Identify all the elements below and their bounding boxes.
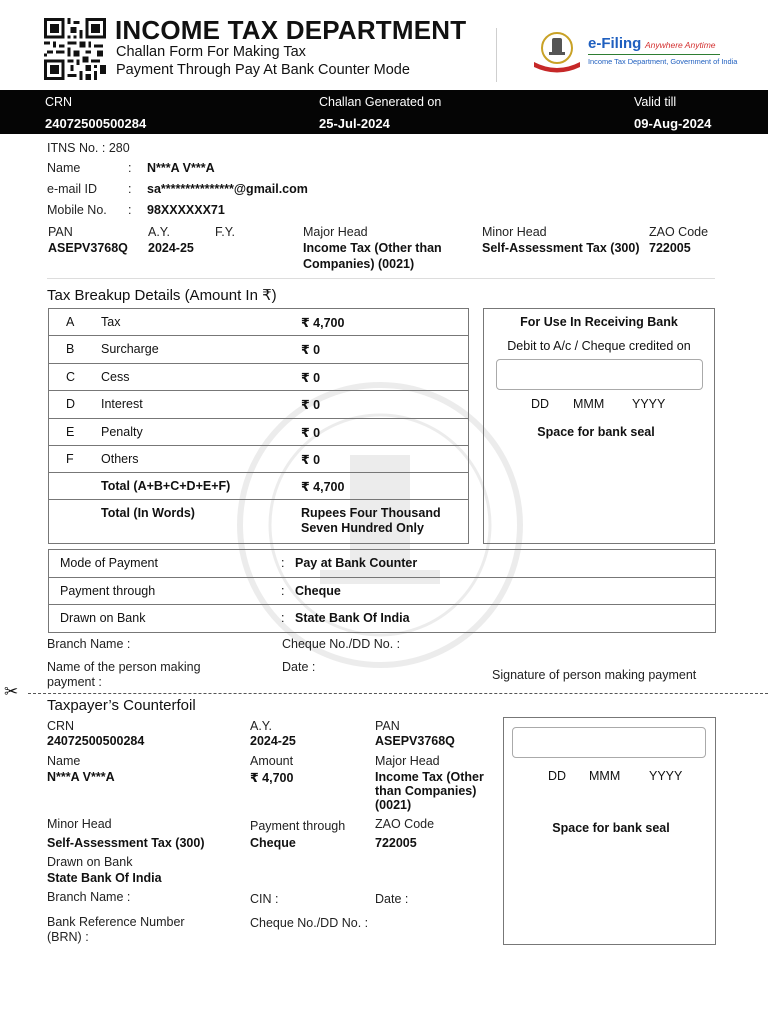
valid-till-label: Valid till bbox=[634, 95, 677, 109]
credit-date-field[interactable] bbox=[496, 359, 703, 390]
cheque-no-label: Cheque No./DD No. : bbox=[282, 637, 401, 651]
payment-row-colon: : bbox=[281, 556, 285, 570]
payment-row-label: Drawn on Bank bbox=[60, 611, 146, 625]
counterfoil-heading: Taxpayer’s Counterfoil bbox=[47, 697, 196, 714]
email-colon: : bbox=[128, 182, 132, 196]
cf-amount-label: Amount bbox=[250, 754, 294, 768]
payer-name-label-line1: Name of the person making bbox=[47, 660, 201, 674]
row-amount: ₹ 4,700 bbox=[301, 316, 345, 330]
cf-drawn-label: Drawn on Bank bbox=[47, 855, 133, 869]
mobile-value: 98XXXXXX71 bbox=[147, 203, 225, 217]
section-divider bbox=[47, 278, 715, 279]
row-label: Cess bbox=[101, 370, 130, 384]
efiling-logo bbox=[530, 30, 738, 76]
crn-label: CRN bbox=[45, 95, 73, 109]
dd-label: DD bbox=[531, 397, 550, 411]
qr-code-icon bbox=[44, 18, 106, 80]
payment-row bbox=[48, 549, 716, 577]
cf-bank-seal-space: Space for bank seal bbox=[552, 821, 670, 835]
debit-text: Debit to A/c / Cheque credited on bbox=[507, 339, 691, 353]
total-row bbox=[48, 472, 469, 499]
generated-label: Challan Generated on bbox=[319, 95, 442, 109]
zao-value: 722005 bbox=[649, 241, 691, 255]
date-label: Date : bbox=[282, 660, 316, 674]
payment-row-value: State Bank Of India bbox=[295, 611, 410, 625]
minor-head-label: Minor Head bbox=[482, 225, 547, 239]
words-line2: Seven Hundred Only bbox=[301, 521, 424, 535]
header-divider bbox=[496, 28, 497, 82]
payment-row-label: Payment through bbox=[60, 584, 156, 598]
mobile-label: Mobile No. bbox=[47, 203, 107, 217]
name-label: Name bbox=[47, 161, 81, 175]
cf-date-field[interactable] bbox=[512, 727, 706, 758]
payment-row-value: Cheque bbox=[295, 584, 341, 598]
cf-name-label: Name bbox=[47, 754, 81, 768]
efiling-department: Income Tax Department, Government of India bbox=[588, 57, 738, 66]
page-subtitle-line2: Payment Through Pay At Bank Counter Mode bbox=[116, 62, 410, 78]
cf-dd-label: DD bbox=[548, 769, 567, 783]
cf-mmm-label: MMM bbox=[589, 769, 621, 783]
email-value: sa***************@gmail.com bbox=[147, 182, 308, 196]
cf-ay-value: 2024-25 bbox=[250, 734, 296, 748]
cf-amount-value: ₹ 4,700 bbox=[250, 771, 294, 785]
cf-date-label: Date : bbox=[375, 892, 409, 906]
payer-name-label-line2: payment : bbox=[47, 675, 102, 689]
cf-pan-value: ASEPV3768Q bbox=[375, 734, 455, 748]
cf-pan-label: PAN bbox=[375, 719, 400, 733]
receiving-bank-title: For Use In Receiving Bank bbox=[520, 315, 678, 329]
crn-bar bbox=[0, 90, 768, 134]
table-row bbox=[48, 363, 469, 390]
yyyy-label: YYYY bbox=[632, 397, 666, 411]
row-code: E bbox=[66, 425, 75, 439]
row-code: C bbox=[66, 370, 76, 384]
page-title: INCOME TAX DEPARTMENT bbox=[115, 15, 467, 45]
cf-ay-label: A.Y. bbox=[250, 719, 273, 733]
payment-row-colon: : bbox=[281, 584, 285, 598]
table-row bbox=[48, 390, 469, 417]
logo-rule bbox=[588, 54, 720, 55]
row-label: Penalty bbox=[101, 425, 143, 439]
row-amount: ₹ 0 bbox=[301, 343, 321, 357]
row-label: Tax bbox=[101, 315, 121, 329]
row-amount: ₹ 0 bbox=[301, 453, 321, 467]
mobile-colon: : bbox=[128, 203, 132, 217]
words-line1: Rupees Four Thousand bbox=[301, 506, 441, 520]
row-amount: ₹ 0 bbox=[301, 426, 321, 440]
fy-label: F.Y. bbox=[215, 225, 235, 239]
email-label: e-mail ID bbox=[47, 182, 98, 196]
tax-breakup-heading: Tax Breakup Details (Amount In ₹) bbox=[47, 287, 277, 304]
crn-value: 24072500500284 bbox=[45, 116, 147, 131]
national-emblem-icon bbox=[530, 30, 584, 74]
total-words-row bbox=[48, 499, 469, 544]
cf-major-head-line1: Income Tax (Other bbox=[375, 770, 484, 784]
cf-crn-value: 24072500500284 bbox=[47, 734, 145, 748]
cf-brn-label-line2: (BRN) : bbox=[47, 930, 89, 944]
cf-yyyy-label: YYYY bbox=[649, 769, 683, 783]
scissors-icon: ✂ bbox=[4, 682, 19, 701]
payment-row bbox=[48, 604, 716, 632]
name-colon: : bbox=[128, 161, 132, 175]
cf-payment-through-label: Payment through bbox=[250, 819, 346, 833]
words-label: Total (In Words) bbox=[101, 506, 195, 520]
ay-label: A.Y. bbox=[148, 225, 171, 239]
cf-payment-through-value: Cheque bbox=[250, 836, 296, 850]
cf-major-head-line2: than Companies) bbox=[375, 784, 477, 798]
payment-row-label: Mode of Payment bbox=[60, 556, 158, 570]
ay-value: 2024-25 bbox=[148, 241, 194, 255]
payment-row-colon: : bbox=[281, 611, 285, 625]
cf-branch-name-label: Branch Name : bbox=[47, 890, 131, 904]
row-code: B bbox=[66, 342, 75, 356]
efiling-brand: e-Filing bbox=[588, 35, 642, 52]
payment-row-value: Pay at Bank Counter bbox=[295, 556, 418, 570]
row-code: F bbox=[66, 452, 74, 466]
row-label: Surcharge bbox=[101, 342, 159, 356]
cf-zao-label: ZAO Code bbox=[375, 817, 435, 831]
cf-name-value: N***A V***A bbox=[47, 770, 115, 784]
major-head-label: Major Head bbox=[303, 225, 368, 239]
bank-seal-space: Space for bank seal bbox=[537, 425, 655, 439]
pan-value: ASEPV3768Q bbox=[48, 241, 128, 255]
generated-value: 25-Jul-2024 bbox=[319, 116, 390, 131]
efiling-tagline: Anywhere Anytime bbox=[644, 40, 716, 50]
major-head-line2: Companies) (0021) bbox=[303, 257, 415, 271]
branch-name-label: Branch Name : bbox=[47, 637, 131, 651]
cf-cheque-no-label: Cheque No./DD No. : bbox=[250, 916, 369, 930]
cf-major-head-line3: (0021) bbox=[375, 798, 412, 812]
cf-minor-head-label: Minor Head bbox=[47, 817, 112, 831]
cf-zao-value: 722005 bbox=[375, 836, 417, 850]
name-value: N***A V***A bbox=[147, 161, 215, 175]
total-value: ₹ 4,700 bbox=[301, 480, 345, 494]
cut-line bbox=[28, 693, 768, 694]
itns-number: ITNS No. : 280 bbox=[47, 141, 130, 155]
table-row bbox=[48, 445, 469, 472]
major-head-line1: Income Tax (Other than bbox=[303, 241, 442, 255]
cf-minor-head-value: Self-Assessment Tax (300) bbox=[47, 836, 205, 850]
table-row bbox=[48, 308, 469, 335]
cf-cin-label: CIN : bbox=[250, 892, 279, 906]
row-label: Interest bbox=[101, 397, 143, 411]
row-code: A bbox=[66, 315, 75, 329]
table-row bbox=[48, 418, 469, 445]
cf-crn-label: CRN bbox=[47, 719, 75, 733]
row-amount: ₹ 0 bbox=[301, 398, 321, 412]
valid-till-value: 09-Aug-2024 bbox=[634, 116, 712, 131]
cf-major-head-label: Major Head bbox=[375, 754, 440, 768]
zao-label: ZAO Code bbox=[649, 225, 709, 239]
row-amount: ₹ 0 bbox=[301, 371, 321, 385]
cf-brn-label-line1: Bank Reference Number bbox=[47, 915, 185, 929]
total-label: Total (A+B+C+D+E+F) bbox=[101, 479, 231, 493]
mmm-label: MMM bbox=[573, 397, 605, 411]
row-code: D bbox=[66, 397, 76, 411]
signature-label: Signature of person making payment bbox=[492, 668, 697, 682]
pan-label: PAN bbox=[48, 225, 73, 239]
page-subtitle-line1: Challan Form For Making Tax bbox=[116, 44, 306, 60]
minor-head-value: Self-Assessment Tax (300) bbox=[482, 241, 640, 255]
payment-row bbox=[48, 577, 716, 605]
cf-drawn-value: State Bank Of India bbox=[47, 871, 162, 885]
table-row bbox=[48, 335, 469, 362]
row-label: Others bbox=[101, 452, 139, 466]
